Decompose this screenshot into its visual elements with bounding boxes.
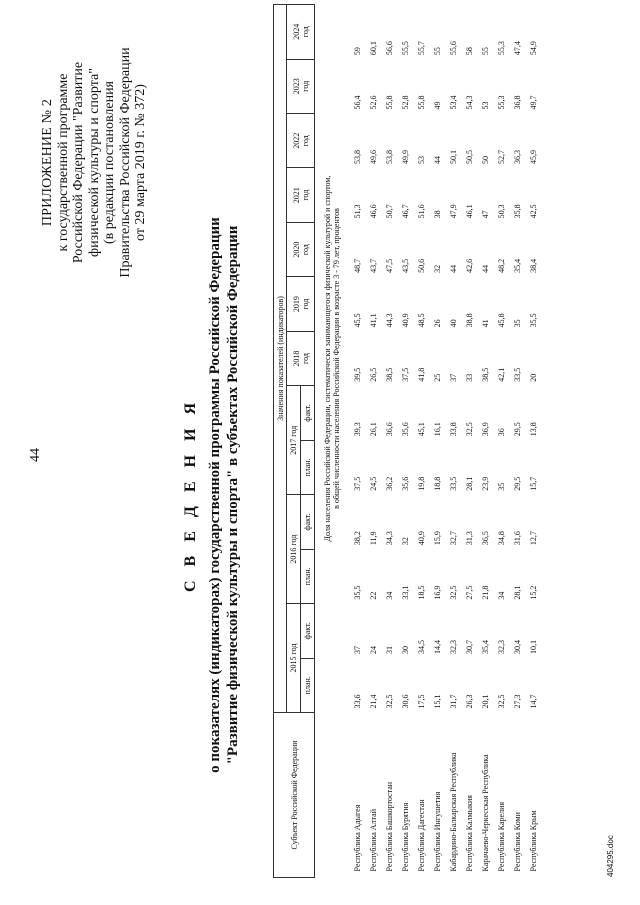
value-cell: 52,8 [400,95,410,110]
value-cell: 33,5 [512,367,522,382]
value-cell: 55,3 [496,41,506,56]
value-cell: 53,8 [384,149,394,164]
region-name: Республика Дагестан [416,799,426,872]
value-cell: 30,7 [464,640,474,655]
values-header: Значения показателей (индикаторов) [274,5,287,713]
value-cell: 38,5 [384,367,394,382]
region-name: Республика Башкортостан [384,781,394,872]
year-header-2019: 2019 год [287,277,315,331]
value-cell: 47 [480,210,490,219]
value-cell: 44,3 [384,313,394,328]
value-cell: 51,6 [416,204,426,219]
value-cell: 48,7 [352,258,362,273]
value-cell: 16,1 [432,422,442,437]
subject-header: Субъект Российской Федерации [274,713,315,878]
region-name: Республика Крым [528,810,538,872]
table-body [315,5,542,878]
value-cell: 29,5 [512,422,522,437]
value-cell: 20,1 [480,694,490,709]
plan-header: план. [301,658,315,712]
value-cell: 45,9 [528,149,538,164]
value-cell: 18,8 [432,476,442,491]
value-cell: 23,9 [480,476,490,491]
value-cell: 53,4 [448,95,458,110]
value-cell: 45,1 [416,422,426,437]
value-cell: 46,6 [368,204,378,219]
value-cell: 52,7 [496,149,506,164]
value-cell: 34,5 [416,640,426,655]
value-cell: 35,6 [400,476,410,491]
value-cell: 22 [368,591,378,600]
year-header-2015: 2015 год [287,604,301,713]
value-cell: 50,7 [384,204,394,219]
table-row [365,5,381,878]
value-cell: 37,5 [352,476,362,491]
value-cell: 35,4 [480,640,490,655]
value-cell: 44 [448,264,458,273]
value-cell: 43,5 [400,258,410,273]
value-cell: 36,5 [480,531,490,546]
value-cell: 33,1 [400,585,410,600]
value-cell: 53 [480,101,490,110]
region-name: Карачаево-Черкесская Республика [480,754,490,872]
value-cell: 42,6 [464,258,474,273]
value-cell: 14,4 [432,640,442,655]
value-cell: 47,9 [448,204,458,219]
value-cell: 30 [400,646,410,655]
region-name: Республика Алтай [368,809,378,872]
appendix-line: Российской Федерации "Развитие [71,61,86,264]
value-cell: 44 [432,155,442,164]
page-number: 44 [28,448,43,462]
value-cell: 15,2 [528,585,538,600]
value-cell: 55,8 [416,95,426,110]
value-cell: 47,5 [384,258,394,273]
value-cell: 26 [432,319,442,328]
table-row [525,5,541,878]
value-cell: 26,5 [368,367,378,382]
value-cell: 39,5 [352,367,362,382]
plan-header: план. [301,440,315,494]
value-cell: 28,1 [464,476,474,491]
value-cell: 50,5 [464,149,474,164]
value-cell: 56,4 [352,95,362,110]
value-cell: 48,5 [416,313,426,328]
value-cell: 36,9 [480,422,490,437]
value-cell: 52,6 [368,95,378,110]
value-cell: 27,5 [464,585,474,600]
value-cell: 16,9 [432,585,442,600]
region-name: Республика Ингушетия [432,791,442,872]
value-cell: 11,9 [368,531,378,546]
value-cell: 40 [448,319,458,328]
region-name: Республика Коми [512,812,522,872]
value-cell: 20 [528,373,538,382]
document-id: 404295.doc [606,835,615,877]
value-cell: 60,1 [368,41,378,56]
value-cell: 19,8 [416,476,426,491]
value-cell: 49,9 [400,149,410,164]
value-cell: 37,5 [400,367,410,382]
value-cell: 32 [400,537,410,546]
value-cell: 32,5 [448,585,458,600]
plan-header: план. [301,549,315,603]
value-cell: 32,3 [448,640,458,655]
value-cell: 38 [432,210,442,219]
value-cell: 46,7 [400,204,410,219]
value-cell: 25 [432,373,442,382]
value-cell: 55,7 [416,41,426,56]
value-cell: 38,5 [480,367,490,382]
value-cell: 44 [480,264,490,273]
value-cell: 53,8 [352,149,362,164]
value-cell: 55 [432,47,442,56]
value-cell: 58 [464,47,474,56]
table-row [397,5,413,878]
value-cell: 35,6 [400,422,410,437]
value-cell: 55,3 [496,95,506,110]
region-name: Республика Калмыкия [464,795,474,872]
value-cell: 37 [448,373,458,382]
appendix-line: к государственной программе [55,73,71,252]
value-cell: 33,6 [352,694,362,709]
value-cell: 45,8 [496,313,506,328]
value-cell: 49,7 [528,95,538,110]
value-cell: 32 [432,264,442,273]
indicator-description: Доля населения Российской Федерации, систематически занимающегося физической культурой и спортом, в общей численности населения Российской Федерации в возрасте 3 - 79 лет, процентов [322,175,341,542]
table-row [413,5,429,878]
value-cell: 14,7 [528,694,538,709]
value-cell: 15,1 [432,694,442,709]
value-cell: 54,3 [464,95,474,110]
value-cell: 30,6 [400,694,410,709]
value-cell: 42,1 [496,367,506,382]
value-cell: 31,7 [448,694,458,709]
value-cell: 50 [480,155,490,164]
value-cell: 33 [464,373,474,382]
fact-header: факт. [301,495,315,549]
value-cell: 27,3 [512,694,522,709]
value-cell: 13,8 [528,422,538,437]
value-cell: 59 [352,47,362,56]
region-name: Республика Адыгея [352,804,362,872]
value-cell: 40,9 [416,531,426,546]
heading-main: С В Е Д Е Н И Я [182,397,199,593]
region-name: Кабардино-Балкарская Республика [448,752,458,872]
year-header-2023: 2023 год [287,59,315,113]
table-row [477,5,493,878]
region-name: Республика Карелия [496,801,506,872]
value-cell: 48,2 [496,258,506,273]
value-cell: 55 [480,47,490,56]
value-cell: 36,2 [384,476,394,491]
year-header-2024: 2024 год [287,5,315,60]
value-cell: 29,5 [512,476,522,491]
value-cell: 32,3 [496,640,506,655]
value-cell: 35,8 [512,204,522,219]
value-cell: 34,8 [496,531,506,546]
value-cell: 55,5 [400,41,410,56]
fact-header: факт. [301,604,315,658]
appendix-line: физической культуры и спорта" [86,68,102,257]
value-cell: 50,6 [416,258,426,273]
value-cell: 41 [480,319,490,328]
value-cell: 47,4 [512,41,522,56]
value-cell: 28,1 [512,585,522,600]
value-cell: 24 [368,646,378,655]
year-header-2018: 2018 год [287,331,315,385]
value-cell: 41,1 [368,313,378,328]
value-cell: 35,4 [512,258,522,273]
value-cell: 35 [512,319,522,328]
value-cell: 55,8 [384,95,394,110]
value-cell: 50,3 [496,204,506,219]
value-cell: 18,5 [416,585,426,600]
value-cell: 26,1 [368,422,378,437]
value-cell: 37 [352,646,362,655]
value-cell: 36,6 [384,422,394,437]
appendix-line: от 29 марта 2019 г. № 372) [133,84,148,241]
table-row [429,5,445,878]
year-header-2021: 2021 год [287,168,315,222]
value-cell: 35,5 [352,585,362,600]
table-row [349,5,365,878]
value-cell: 40,9 [400,313,410,328]
value-cell: 34 [496,591,506,600]
value-cell: 38,2 [352,531,362,546]
value-cell: 10,1 [528,640,538,655]
year-header-2022: 2022 год [287,114,315,168]
value-cell: 39,3 [352,422,362,437]
value-cell: 21,4 [368,694,378,709]
value-cell: 54,9 [528,41,538,56]
table-header [274,5,315,878]
appendix-title: ПРИЛОЖЕНИЕ № 2 [40,98,55,227]
indicator-description-row [315,5,350,878]
value-cell: 31,6 [512,531,522,546]
table-row [461,5,477,878]
appendix-block [40,35,149,290]
value-cell: 35 [496,482,506,491]
value-cell: 42,5 [528,204,538,219]
value-cell: 26,3 [464,694,474,709]
value-cell: 12,7 [528,531,538,546]
heading-line-1: о показателях (индикаторах) государственной программы Российской Федерации [207,217,223,773]
value-cell: 24,5 [368,476,378,491]
value-cell: 56,6 [384,41,394,56]
heading-line-2: "Развитие физической культуры и спорта" в субъектах Российской Федерации [225,225,241,765]
value-cell: 17,5 [416,694,426,709]
document-heading [182,215,242,775]
value-cell: 36,3 [512,149,522,164]
value-cell: 34 [384,591,394,600]
value-cell: 31,3 [464,531,474,546]
value-cell: 21,8 [480,585,490,600]
table-row [493,5,509,878]
value-cell: 49,6 [368,149,378,164]
value-cell: 32,5 [384,694,394,709]
value-cell: 53 [416,155,426,164]
value-cell: 32,7 [448,531,458,546]
year-header-2017: 2017 год [287,386,301,495]
value-cell: 51,3 [352,204,362,219]
value-cell: 49 [432,101,442,110]
fact-header: факт. [301,386,315,440]
value-cell: 36 [496,428,506,437]
value-cell: 33,8 [448,422,458,437]
value-cell: 30,4 [512,640,522,655]
table-row [445,5,461,878]
value-cell: 33,5 [448,476,458,491]
value-cell: 31 [384,646,394,655]
value-cell: 15,9 [432,531,442,546]
table-row [509,5,525,878]
value-cell: 55,6 [448,41,458,56]
value-cell: 45,5 [352,313,362,328]
region-name: Республика Бурятия [400,802,410,872]
value-cell: 41,8 [416,367,426,382]
value-cell: 46,1 [464,204,474,219]
appendix-line: (в редакции постановления [102,80,117,245]
value-cell: 36,8 [512,95,522,110]
year-header-2016: 2016 год [287,495,301,604]
indicators-table [273,4,541,878]
year-header-2020: 2020 год [287,222,315,276]
value-cell: 50,1 [448,149,458,164]
appendix-line: Правительства Российской Федерации [117,47,133,278]
value-cell: 32,5 [464,422,474,437]
value-cell: 32,5 [496,694,506,709]
value-cell: 43,7 [368,258,378,273]
value-cell: 38,4 [528,258,538,273]
value-cell: 34,3 [384,531,394,546]
table-row [381,5,397,878]
value-cell: 35,5 [528,313,538,328]
value-cell: 15,7 [528,476,538,491]
value-cell: 38,8 [464,313,474,328]
